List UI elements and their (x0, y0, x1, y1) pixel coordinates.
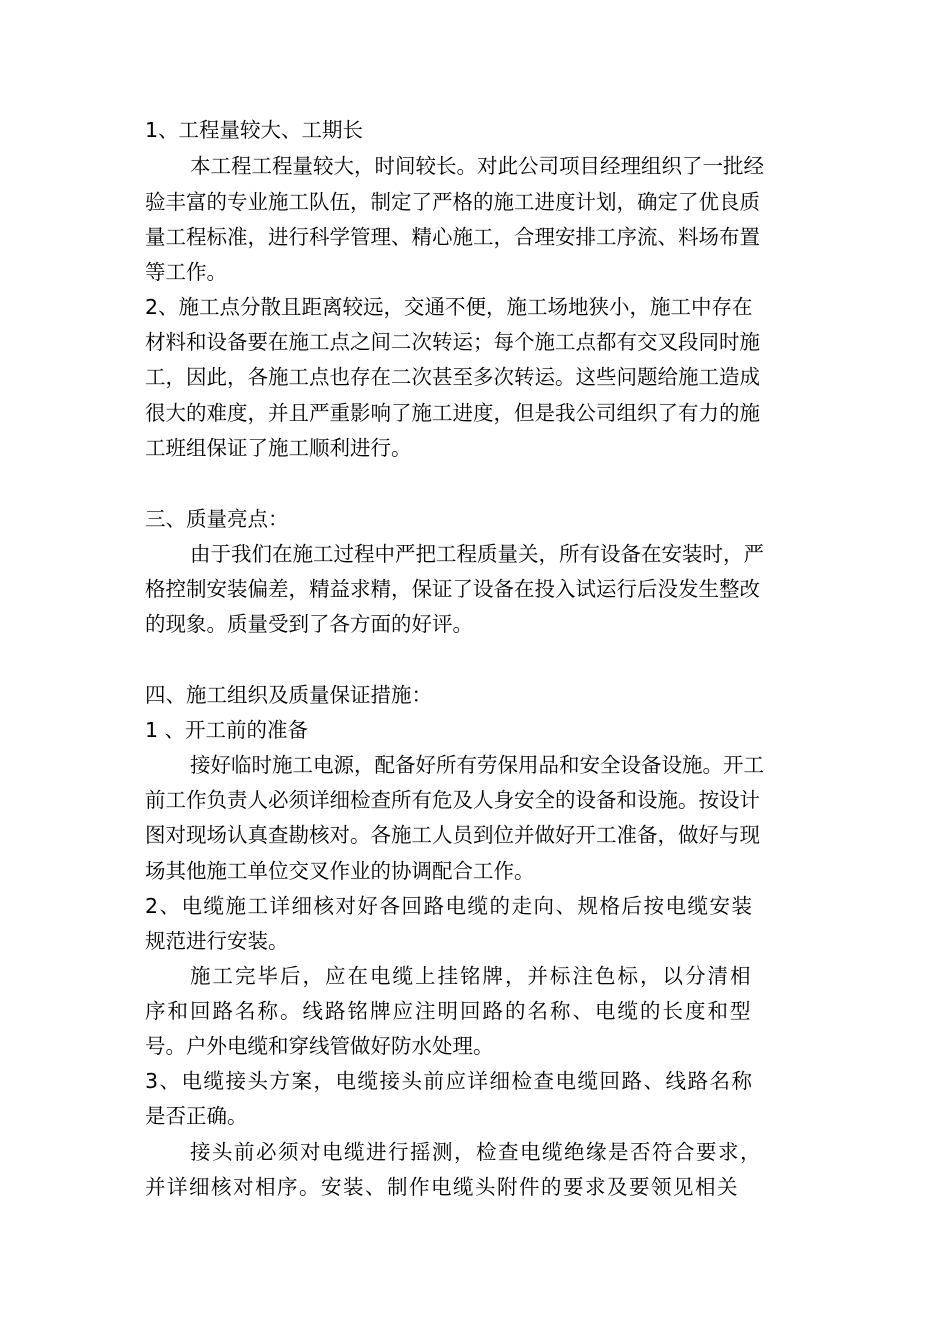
paragraph-line: 格控制安装偏差，精益求精，保证了设备在投入试运行后没发生整改 (145, 577, 760, 601)
heading-organization: 四、施工组织及质量保证措施： (145, 683, 432, 707)
subheading-cable-construction: 2、电缆施工详细核对好各回路电缆的走向、规格后按电缆安装 (145, 894, 754, 918)
paragraph-line: 施工完毕后，应在电缆上挂铭牌，并标注色标，以分清相 (190, 964, 753, 988)
paragraph-line: 是否正确。 (145, 1104, 248, 1128)
paragraph-line: 序和回路名称。线路铭牌应注明回路的名称、电缆的长度和型 (145, 999, 753, 1023)
paragraph-line: 场其他施工单位交叉作业的协调配合工作。 (145, 859, 535, 883)
paragraph-line: 验丰富的专业施工队伍，制定了严格的施工进度计划，确定了优良质 (145, 190, 760, 214)
paragraph-line: 的现象。质量受到了各方面的好评。 (145, 612, 473, 636)
paragraph-line: 2、施工点分散且距离较远，交通不便，施工场地狭小，施工中存在 (145, 295, 753, 319)
paragraph-line: 量工程标准，进行科学管理、精心施工，合理安排工序流、料场布置 (145, 225, 760, 249)
paragraph-line: 工班组保证了施工顺利进行。 (145, 436, 412, 460)
heading-quality-highlights: 三、质量亮点： (145, 507, 289, 531)
heading-workload: 1、工程量较大、工期长 (145, 118, 364, 142)
paragraph-line: 号。户外电缆和穿线管做好防水处理。 (145, 1034, 494, 1058)
paragraph-line: 由于我们在施工过程中严把工程质量关，所有设备在安装时，严 (190, 542, 764, 566)
paragraph-line: 本工程工程量较大，时间较长。对此公司项目经理组织了一批经 (190, 154, 764, 178)
paragraph-line: 接头前必须对电缆进行摇测，检查电缆绝缘是否符合要求， (190, 1140, 762, 1164)
paragraph-line: 材料和设备要在施工点之间二次转运；每个施工点都有交叉段同时施 (145, 330, 760, 354)
paragraph-line: 接好临时施工电源，配备好所有劳保用品和安全设备设施。开工 (190, 753, 764, 777)
paragraph-line: 等工作。 (145, 260, 227, 284)
paragraph-line: 前工作负责人必须详细检查所有危及人身安全的设备和设施。按设计 (145, 788, 760, 812)
paragraph-line: 并详细核对相序。安装、制作电缆头附件的要求及要领见相关 (145, 1175, 739, 1199)
subheading-preparation: 1 、开工前的准备 (145, 718, 309, 742)
paragraph-line: 很大的难度，并且严重影响了施工进度，但是我公司组织了有力的施 (145, 401, 760, 425)
subheading-cable-joint: 3、电缆接头方案，电缆接头前应详细检查电缆回路、线路名称 (145, 1069, 754, 1093)
paragraph-line: 工，因此，各施工点也存在二次甚至多次转运。这些问题给施工造成 (145, 365, 760, 389)
paragraph-line: 图对现场认真查勘核对。各施工人员到位并做好开工准备，做好与现 (145, 823, 760, 847)
paragraph-line: 规范进行安装。 (145, 929, 289, 953)
